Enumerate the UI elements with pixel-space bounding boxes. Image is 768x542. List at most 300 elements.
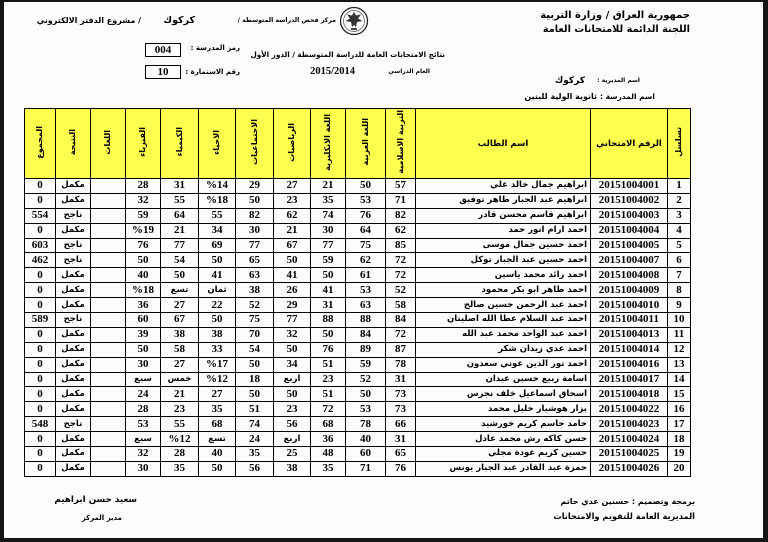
mathematics-cell: 62 xyxy=(274,208,311,223)
chemistry-cell: 23 xyxy=(161,402,199,417)
languages-cell xyxy=(91,357,126,372)
social-studies-cell: 50 xyxy=(236,387,274,402)
biology-cell: %12 xyxy=(199,372,236,387)
english-language-cell: 35 xyxy=(311,461,346,476)
result-cell: مكمل xyxy=(56,357,91,372)
exam-results-title: نتائج الامتحانات العامة للدراسة المتوسطة / الدور الأول xyxy=(250,50,445,59)
languages-cell xyxy=(91,268,126,283)
chemistry-cell: خمس xyxy=(161,372,199,387)
english-language-cell: 50 xyxy=(311,327,346,342)
chemistry-cell: 28 xyxy=(161,447,199,462)
social-studies-cell: 50 xyxy=(236,193,274,208)
biology-cell: 35 xyxy=(199,402,236,417)
chemistry-cell: 27 xyxy=(161,357,199,372)
exam-number-cell: 20151004017 xyxy=(591,372,668,387)
languages-cell xyxy=(91,327,126,342)
header-exam-number-label: الرقم الامتحاني xyxy=(596,138,662,149)
english-language-cell: 50 xyxy=(311,268,346,283)
total-cell: 0 xyxy=(25,447,56,462)
languages-cell xyxy=(91,387,126,402)
chemistry-cell: 55 xyxy=(161,417,199,432)
physics-cell: 32 xyxy=(126,447,161,462)
social-studies-cell: 75 xyxy=(236,313,274,328)
physics-cell: 32 xyxy=(126,193,161,208)
mathematics-cell: 38 xyxy=(274,461,311,476)
result-cell: مكمل xyxy=(56,432,91,447)
exam-number-cell: 20151004024 xyxy=(591,432,668,447)
biology-cell: 41 xyxy=(199,268,236,283)
islamic-education-cell: 31 xyxy=(386,432,416,447)
arabic-language-cell: 75 xyxy=(346,238,386,253)
result-cell: مكمل xyxy=(56,179,91,194)
social-studies-cell: 74 xyxy=(236,417,274,432)
exam-number-cell: 20151004005 xyxy=(591,238,668,253)
chemistry-cell: 21 xyxy=(161,387,199,402)
islamic-education-cell: 62 xyxy=(386,223,416,238)
mathematics-cell: 41 xyxy=(274,268,311,283)
physics-cell: سبع xyxy=(126,372,161,387)
header-english-language-label: اللغة الانكليزية xyxy=(323,113,332,171)
mathematics-cell: 67 xyxy=(274,238,311,253)
english-language-cell: 72 xyxy=(311,402,346,417)
islamic-education-cell: 84 xyxy=(386,313,416,328)
design-credit: برمجة وتصميم : حسنين عدي حاتم xyxy=(560,497,695,506)
chemistry-cell: 38 xyxy=(161,327,199,342)
total-cell: 0 xyxy=(25,298,56,313)
english-language-cell: 21 xyxy=(311,179,346,194)
mathematics-cell: اربع xyxy=(274,372,311,387)
islamic-education-cell: 76 xyxy=(386,461,416,476)
physics-cell: سبع xyxy=(126,432,161,447)
table-row xyxy=(25,283,691,298)
languages-cell xyxy=(91,298,126,313)
physics-cell: %19 xyxy=(126,223,161,238)
header-serial xyxy=(668,109,691,179)
header-social-studies-label: الاجتماعيات xyxy=(249,119,259,165)
form-number-box: 10 xyxy=(145,65,181,79)
mathematics-cell: 29 xyxy=(274,298,311,313)
arabic-language-cell: 62 xyxy=(346,253,386,268)
exam-number-cell: 20151004023 xyxy=(591,417,668,432)
result-cell: مكمل xyxy=(56,268,91,283)
serial-cell: 20 xyxy=(668,461,691,476)
serial-cell: 12 xyxy=(668,342,691,357)
physics-cell: 36 xyxy=(126,298,161,313)
arabic-language-cell: 61 xyxy=(346,268,386,283)
exam-number-cell: 20151004016 xyxy=(591,357,668,372)
biology-cell: %14 xyxy=(199,179,236,194)
chemistry-cell: 31 xyxy=(161,179,199,194)
student-name-cell: احمد ارام انور حمد xyxy=(416,223,591,238)
biology-cell: 69 xyxy=(199,238,236,253)
chemistry-cell: تسع xyxy=(161,283,199,298)
header-mathematics-label: الرياضيات xyxy=(287,122,296,162)
total-cell: 0 xyxy=(25,357,56,372)
arabic-language-cell: 53 xyxy=(346,402,386,417)
total-cell: 0 xyxy=(25,193,56,208)
exam-number-cell: 20151004014 xyxy=(591,342,668,357)
islamic-education-cell: 72 xyxy=(386,327,416,342)
english-language-cell: 41 xyxy=(311,283,346,298)
student-name-cell: احمد عبد الرحمن حسين صالح xyxy=(416,298,591,313)
social-studies-cell: 30 xyxy=(236,223,274,238)
physics-cell: %18 xyxy=(126,283,161,298)
physics-cell: 39 xyxy=(126,327,161,342)
physics-cell: 53 xyxy=(126,417,161,432)
physics-cell: 76 xyxy=(126,238,161,253)
student-name-cell: احمد عبد السلام عطا الله اصليتان xyxy=(416,313,591,328)
physics-cell: 40 xyxy=(126,268,161,283)
result-cell: ناجح xyxy=(56,313,91,328)
islamic-education-cell: 73 xyxy=(386,402,416,417)
languages-cell xyxy=(91,461,126,476)
social-studies-cell: 70 xyxy=(236,327,274,342)
mathematics-cell: 77 xyxy=(274,313,311,328)
exam-number-cell: 20151004011 xyxy=(591,313,668,328)
ministry-heading: جمهورية العراق / وزارة التربية xyxy=(540,10,690,21)
student-name-cell: احمد رائد محمد ياسين xyxy=(416,268,591,283)
biology-cell: 38 xyxy=(199,327,236,342)
table-row xyxy=(25,387,691,402)
table-row xyxy=(25,461,691,476)
social-studies-cell: 51 xyxy=(236,402,274,417)
english-language-cell: 76 xyxy=(311,342,346,357)
table-row xyxy=(25,432,691,447)
english-language-cell: 68 xyxy=(311,417,346,432)
serial-cell: 7 xyxy=(668,268,691,283)
header-languages-label: اللغات xyxy=(103,129,112,155)
social-studies-cell: 63 xyxy=(236,268,274,283)
islamic-education-cell: 72 xyxy=(386,268,416,283)
header-student-name xyxy=(416,109,591,179)
director-name: سعيد حسن ابراهيم xyxy=(54,495,137,505)
social-studies-cell: 35 xyxy=(236,447,274,462)
chemistry-cell: 67 xyxy=(161,313,199,328)
committee-heading: اللجنة الدائمة للامتحانات العامة xyxy=(542,24,690,35)
student-name-cell: ابراهيم جمال خالد علي xyxy=(416,179,591,194)
arabic-language-cell: 63 xyxy=(346,298,386,313)
social-studies-cell: 18 xyxy=(236,372,274,387)
total-cell: 603 xyxy=(25,238,56,253)
islamic-education-cell: 73 xyxy=(386,387,416,402)
table-body xyxy=(25,179,691,477)
islamic-education-cell: 52 xyxy=(386,283,416,298)
serial-cell: 18 xyxy=(668,432,691,447)
languages-cell xyxy=(91,283,126,298)
header-row xyxy=(25,109,691,179)
physics-cell: 59 xyxy=(126,208,161,223)
project-label: / مشروع الدفتر الالكتروني xyxy=(36,16,141,25)
result-cell: مكمل xyxy=(56,283,91,298)
total-cell: 0 xyxy=(25,432,56,447)
exam-number-cell: 20151004009 xyxy=(591,283,668,298)
arabic-language-cell: 60 xyxy=(346,447,386,462)
serial-cell: 5 xyxy=(668,238,691,253)
total-cell: 0 xyxy=(25,461,56,476)
total-cell: 589 xyxy=(25,313,56,328)
mathematics-cell: 21 xyxy=(274,223,311,238)
header-serial-label: تسلسل xyxy=(674,127,683,157)
exam-number-cell: 20151004001 xyxy=(591,179,668,194)
student-name-cell: اسحاق اسماعيل خلف نجرس xyxy=(416,387,591,402)
physics-cell: 50 xyxy=(126,342,161,357)
header-chemistry-label: الكيمياء xyxy=(174,127,184,157)
chemistry-cell: 64 xyxy=(161,208,199,223)
header-physics-label: الفيزياء xyxy=(138,127,147,157)
student-name-cell: احمد حسين عبد الجبار توكل xyxy=(416,253,591,268)
total-cell: 0 xyxy=(25,283,56,298)
result-cell: ناجح xyxy=(56,208,91,223)
languages-cell xyxy=(91,179,126,194)
result-cell: مكمل xyxy=(56,447,91,462)
header-arabic-language-label: اللغة العربية xyxy=(360,118,370,166)
serial-cell: 1 xyxy=(668,179,691,194)
total-cell: 0 xyxy=(25,179,56,194)
table-header xyxy=(25,109,691,179)
student-name-cell: احمد عبد الواحد محمد عبد الله xyxy=(416,327,591,342)
serial-cell: 10 xyxy=(668,313,691,328)
serial-cell: 9 xyxy=(668,298,691,313)
social-studies-cell: 56 xyxy=(236,461,274,476)
table-row xyxy=(25,417,691,432)
header-student-name-label: اسم الطالب xyxy=(477,138,529,149)
languages-cell xyxy=(91,372,126,387)
result-cell: مكمل xyxy=(56,372,91,387)
result-cell: ناجح xyxy=(56,417,91,432)
directorate-value: كركوك xyxy=(555,76,585,86)
result-cell: مكمل xyxy=(56,223,91,238)
table-row xyxy=(25,208,691,223)
arabic-language-cell: 50 xyxy=(346,387,386,402)
serial-cell: 15 xyxy=(668,387,691,402)
table-row xyxy=(25,447,691,462)
exam-number-cell: 20151004007 xyxy=(591,253,668,268)
english-language-cell: 88 xyxy=(311,313,346,328)
physics-cell: 30 xyxy=(126,357,161,372)
arabic-language-cell: 84 xyxy=(346,327,386,342)
total-cell: 462 xyxy=(25,253,56,268)
biology-cell: %17 xyxy=(199,357,236,372)
header-physics xyxy=(126,109,161,179)
english-language-cell: 31 xyxy=(311,298,346,313)
english-language-cell: 35 xyxy=(311,193,346,208)
mathematics-cell: اربع xyxy=(274,432,311,447)
islamic-education-cell: 66 xyxy=(386,417,416,432)
header-islamic-education xyxy=(386,109,416,179)
islamic-education-cell: 82 xyxy=(386,208,416,223)
social-studies-cell: 24 xyxy=(236,432,274,447)
serial-cell: 16 xyxy=(668,402,691,417)
serial-cell: 13 xyxy=(668,357,691,372)
total-cell: 0 xyxy=(25,268,56,283)
school-code-box: 004 xyxy=(145,43,181,57)
serial-cell: 11 xyxy=(668,327,691,342)
student-name-cell: اسامة ربيع حسين عيدان xyxy=(416,372,591,387)
exam-number-cell: 20151004002 xyxy=(591,193,668,208)
header-result-label: النتيجة xyxy=(68,128,77,156)
biology-cell: 27 xyxy=(199,387,236,402)
social-studies-cell: 52 xyxy=(236,298,274,313)
serial-cell: 3 xyxy=(668,208,691,223)
student-name-cell: احمد نور الدين عوني سعدون xyxy=(416,357,591,372)
school-name-value: ثانوية الولية للبنين xyxy=(524,92,597,101)
social-studies-cell: 77 xyxy=(236,238,274,253)
table-row xyxy=(25,313,691,328)
header-islamic-education-label: التربية الاسلامية xyxy=(395,110,405,174)
table-row xyxy=(25,342,691,357)
english-language-cell: 23 xyxy=(311,372,346,387)
total-cell: 0 xyxy=(25,223,56,238)
results-table xyxy=(24,108,691,477)
student-name-cell: حمزة عبد القادر عبد الجبار يونس xyxy=(416,461,591,476)
chemistry-cell: 58 xyxy=(161,342,199,357)
exam-number-cell: 20151004026 xyxy=(591,461,668,476)
languages-cell xyxy=(91,402,126,417)
total-cell: 554 xyxy=(25,208,56,223)
islamic-education-cell: 58 xyxy=(386,298,416,313)
student-name-cell: احمد عدي زيدان شكر xyxy=(416,342,591,357)
serial-cell: 17 xyxy=(668,417,691,432)
total-cell: 0 xyxy=(25,372,56,387)
mathematics-cell: 23 xyxy=(274,193,311,208)
serial-cell: 4 xyxy=(668,223,691,238)
result-cell: ناجح xyxy=(56,238,91,253)
ministry-emblem-icon xyxy=(339,5,369,37)
chemistry-cell: 55 xyxy=(161,193,199,208)
social-studies-cell: 50 xyxy=(236,357,274,372)
total-cell: 0 xyxy=(25,402,56,417)
languages-cell xyxy=(91,417,126,432)
biology-cell: 22 xyxy=(199,298,236,313)
result-cell: ناجح xyxy=(56,253,91,268)
arabic-language-cell: 40 xyxy=(346,432,386,447)
biology-cell: 68 xyxy=(199,417,236,432)
chemistry-cell: 35 xyxy=(161,461,199,476)
academic-year-value: 2015/2014 xyxy=(310,66,355,77)
biology-cell: 50 xyxy=(199,253,236,268)
islamic-education-cell: 85 xyxy=(386,238,416,253)
student-name-cell: ابراهيم عبد الجبار طاهر توفيق xyxy=(416,193,591,208)
student-name-cell: حامد جاسم كريم خورشيد xyxy=(416,417,591,432)
header-arabic-language xyxy=(346,109,386,179)
table-row xyxy=(25,223,691,238)
english-language-cell: 48 xyxy=(311,447,346,462)
arabic-language-cell: 88 xyxy=(346,313,386,328)
arabic-language-cell: 76 xyxy=(346,208,386,223)
english-language-cell: 77 xyxy=(311,238,346,253)
result-cell: مكمل xyxy=(56,327,91,342)
student-name-cell: احمد طاهر ابو بكر محمود xyxy=(416,283,591,298)
mathematics-cell: 50 xyxy=(274,253,311,268)
result-cell: مكمل xyxy=(56,193,91,208)
header-result xyxy=(56,109,91,179)
social-studies-cell: 82 xyxy=(236,208,274,223)
serial-cell: 19 xyxy=(668,447,691,462)
result-cell: مكمل xyxy=(56,402,91,417)
social-studies-cell: 29 xyxy=(236,179,274,194)
physics-cell: 50 xyxy=(126,253,161,268)
arabic-language-cell: 59 xyxy=(346,357,386,372)
arabic-language-cell: 53 xyxy=(346,193,386,208)
result-cell: مكمل xyxy=(56,387,91,402)
languages-cell xyxy=(91,447,126,462)
chemistry-cell: %12 xyxy=(161,432,199,447)
biology-cell: 50 xyxy=(199,461,236,476)
mathematics-cell: 23 xyxy=(274,402,311,417)
mathematics-cell: 26 xyxy=(274,283,311,298)
social-studies-cell: 54 xyxy=(236,342,274,357)
academic-year-label: العام الدراسي xyxy=(388,68,430,75)
exam-number-cell: 20151004025 xyxy=(591,447,668,462)
mathematics-cell: 50 xyxy=(274,342,311,357)
islamic-education-cell: 71 xyxy=(386,193,416,208)
mathematics-cell: 56 xyxy=(274,417,311,432)
table-row xyxy=(25,327,691,342)
header-mathematics xyxy=(274,109,311,179)
languages-cell xyxy=(91,223,126,238)
exam-number-cell: 20151004010 xyxy=(591,298,668,313)
total-cell: 548 xyxy=(25,417,56,432)
languages-cell xyxy=(91,432,126,447)
biology-cell: 50 xyxy=(199,313,236,328)
table-row xyxy=(25,402,691,417)
director-title: مدير المركز xyxy=(81,514,122,522)
english-language-cell: 30 xyxy=(311,223,346,238)
english-language-cell: 74 xyxy=(311,208,346,223)
islamic-education-cell: 31 xyxy=(386,372,416,387)
languages-cell xyxy=(91,193,126,208)
physics-cell: 28 xyxy=(126,402,161,417)
header-total xyxy=(25,109,56,179)
islamic-education-cell: 57 xyxy=(386,179,416,194)
social-studies-cell: 65 xyxy=(236,253,274,268)
biology-cell: 40 xyxy=(199,447,236,462)
header-social-studies xyxy=(236,109,274,179)
islamic-education-cell: 78 xyxy=(386,357,416,372)
total-cell: 0 xyxy=(25,342,56,357)
arabic-language-cell: 71 xyxy=(346,461,386,476)
languages-cell xyxy=(91,313,126,328)
table-row xyxy=(25,268,691,283)
student-name-cell: احمد حسين جمال موسى xyxy=(416,238,591,253)
serial-cell: 6 xyxy=(668,253,691,268)
exam-number-cell: 20151004004 xyxy=(591,223,668,238)
physics-cell: 24 xyxy=(126,387,161,402)
school-name-label: اسم المدرسة : xyxy=(599,92,655,101)
total-cell: 0 xyxy=(25,387,56,402)
biology-cell: 34 xyxy=(199,223,236,238)
header-exam-number xyxy=(591,109,668,179)
header-languages xyxy=(91,109,126,179)
chemistry-cell: 77 xyxy=(161,238,199,253)
header-english-language xyxy=(311,109,346,179)
exam-number-cell: 20151004013 xyxy=(591,327,668,342)
languages-cell xyxy=(91,208,126,223)
exam-number-cell: 20151004008 xyxy=(591,268,668,283)
languages-cell xyxy=(91,238,126,253)
languages-cell xyxy=(91,342,126,357)
english-language-cell: 59 xyxy=(311,253,346,268)
header-chemistry xyxy=(161,109,199,179)
exam-number-cell: 20151004022 xyxy=(591,402,668,417)
chemistry-cell: 27 xyxy=(161,298,199,313)
arabic-language-cell: 89 xyxy=(346,342,386,357)
directorate-label: اسم المديرية : xyxy=(597,77,640,84)
languages-cell xyxy=(91,253,126,268)
school-code-label: رمز المدرسة : xyxy=(190,44,240,52)
total-cell: 0 xyxy=(25,327,56,342)
islamic-education-cell: 72 xyxy=(386,253,416,268)
